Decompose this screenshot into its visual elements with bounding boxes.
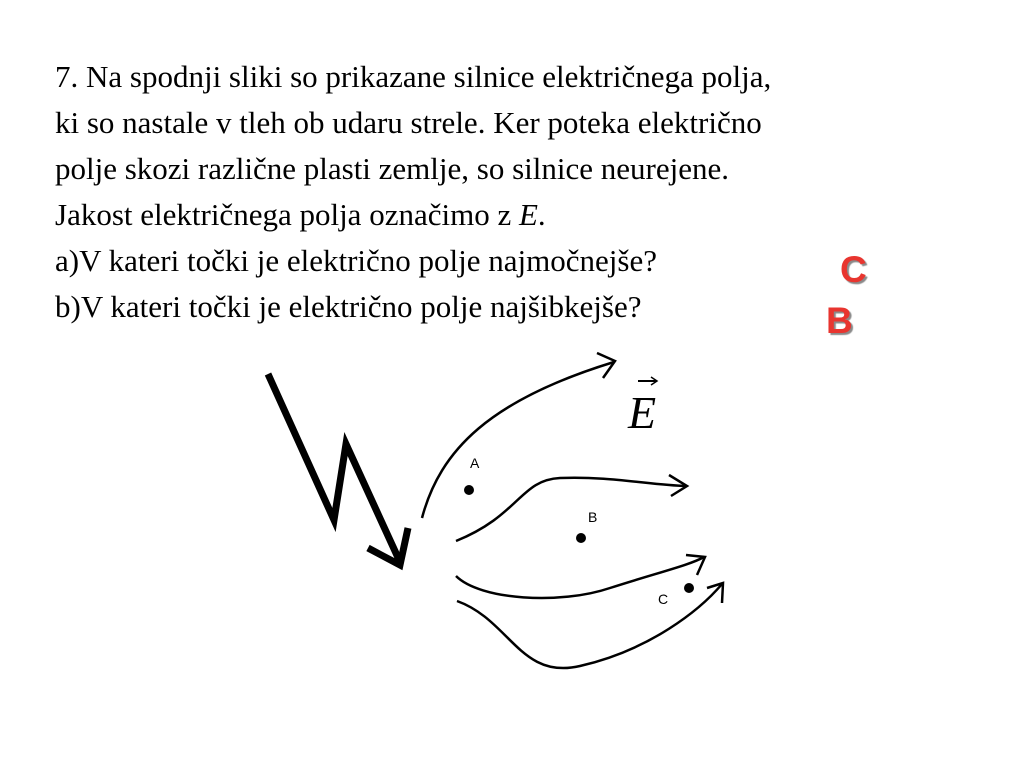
- field-line-1: [422, 362, 614, 518]
- question-line-2: ki so nastale v tleh ob udaru strele. Ker poteka električno: [55, 105, 762, 140]
- question-line-3: polje skozi različne plasti zemlje, so silnice neurejene.: [55, 151, 729, 186]
- point-a-label: A: [470, 455, 480, 471]
- question-line-1: 7. Na spodnji sliki so prikazane silnice električnega polja,: [55, 59, 772, 94]
- question-line-4-prefix: Jakost električnega polja označimo z: [55, 197, 519, 232]
- field-line-2: [456, 478, 686, 541]
- question-line-4-suffix: .: [537, 197, 546, 232]
- field-symbol-inline: E: [518, 197, 538, 232]
- answer-b: B: [826, 300, 853, 341]
- point-b-label: B: [588, 509, 598, 525]
- question-part-a: a)V kateri točki je električno polje najmočnejše?: [55, 243, 657, 278]
- question-part-b: b)V kateri točki je električno polje najšibkejše?: [55, 289, 642, 324]
- point-b-dot: [576, 533, 586, 543]
- point-a-dot: [464, 485, 474, 495]
- answer-a: C: [840, 249, 867, 290]
- lightning-bolt-icon: [268, 374, 400, 562]
- field-line-4: [457, 584, 722, 668]
- field-symbol: E: [628, 387, 657, 438]
- point-c-dot: [684, 583, 694, 593]
- point-c-label: C: [658, 591, 669, 607]
